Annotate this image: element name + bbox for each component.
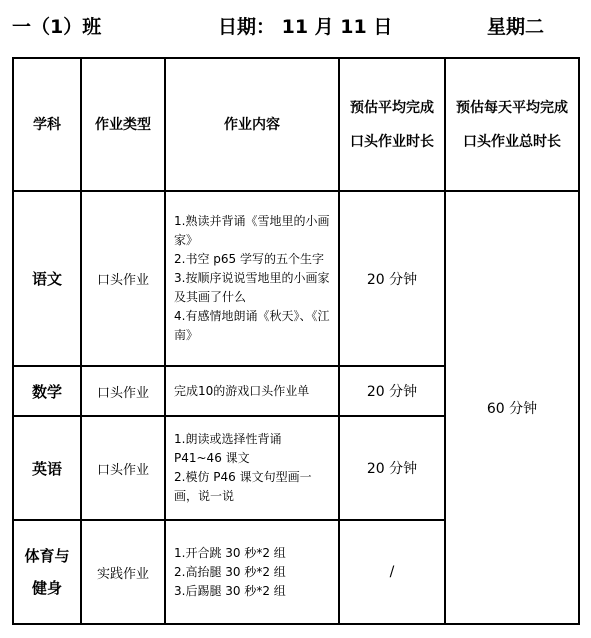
header-content: 作业内容 [165,58,339,191]
time-cell: 20 分钟 [339,366,445,416]
table-header-row [13,58,579,191]
content-line: 2.模仿 P46 课文句型画一画，说一说 [174,470,312,503]
time-cell: / [339,520,445,624]
content-line: 1.熟读并背诵《雪地里的小画家》 [174,214,330,247]
time-cell: 20 分钟 [339,191,445,366]
subject-cell: 语文 [13,191,81,366]
date-label: 日期： 11 月 11 日 [218,16,393,38]
content-line: 完成10的游戏口头作业单 [174,383,310,398]
subject-cell: 数学 [13,366,81,416]
content-line: 1.朗读或选择性背诵 P41~46 课文 [174,432,282,465]
content-line: 1.开合跳 30 秒*2 组 [174,545,286,560]
table-row [13,191,579,366]
content-line: 3.按顺序说说雪地里的小画家及其画了什么 [174,271,330,304]
content-line: 2.书空 p65 学写的五个生字 [174,252,324,266]
subject-cell: 体育与健身 [13,520,81,624]
content-line: 4.有感情地朗诵《秋天》、《江南》 [174,309,330,342]
daily-total-cell: 60 分钟 [445,191,579,624]
content-cell [165,416,339,520]
header-subject: 学科 [13,58,81,191]
weekday-label: 星期二 [487,16,545,38]
header-daily-total: 预估每天平均完成口头作业总时长 [445,58,579,191]
type-cell: 实践作业 [81,520,165,624]
type-cell: 口头作业 [81,366,165,416]
class-name: 一（1）班 [12,16,102,38]
header-type: 作业类型 [81,58,165,191]
content-cell [165,191,339,366]
type-cell: 口头作业 [81,416,165,520]
content-cell [165,366,339,416]
header-est-time: 预估平均完成口头作业时长 [339,58,445,191]
page-header [0,0,591,56]
homework-table [12,57,580,625]
content-cell [165,520,339,624]
content-line: 3.后踢腿 30 秒*2 组 [174,583,286,598]
type-cell: 口头作业 [81,191,165,366]
content-line: 2.高抬腿 30 秒*2 组 [174,564,286,579]
time-cell: 20 分钟 [339,416,445,520]
subject-cell: 英语 [13,416,81,520]
